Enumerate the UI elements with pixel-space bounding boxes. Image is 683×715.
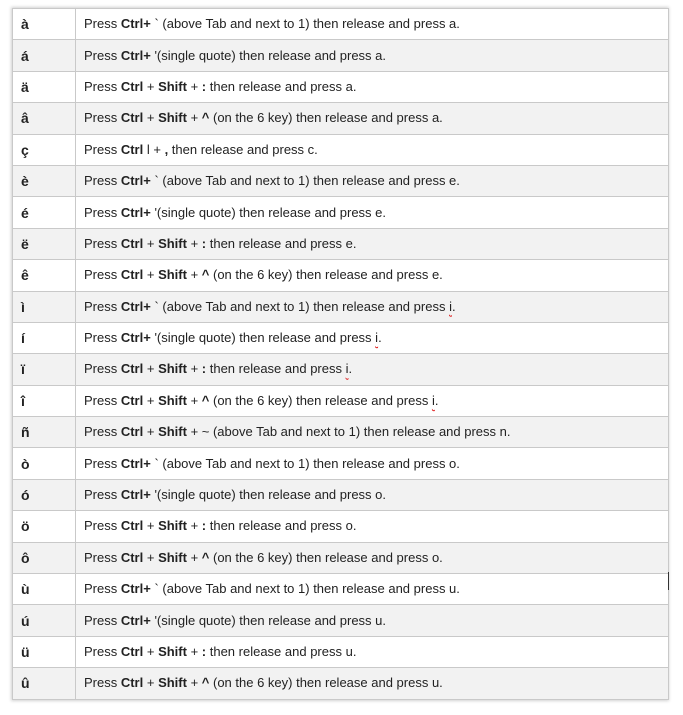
shortcut-instruction-cell[interactable] bbox=[76, 322, 669, 353]
table-row bbox=[13, 542, 669, 573]
accent-character-cell[interactable]: ó bbox=[13, 479, 76, 510]
instruction-text: + bbox=[143, 267, 159, 283]
key-name: Ctrl bbox=[120, 110, 144, 126]
key-name: Ctrl bbox=[120, 518, 144, 534]
shortcut-instruction-cell[interactable] bbox=[76, 354, 669, 385]
table-row bbox=[13, 385, 669, 416]
key-name: ^ bbox=[201, 675, 210, 691]
key-name: Ctrl bbox=[120, 235, 144, 251]
table-row bbox=[13, 71, 669, 102]
key-name: Ctrl bbox=[120, 267, 144, 283]
key-name: Ctrl bbox=[120, 78, 144, 94]
key-name: : bbox=[201, 361, 207, 377]
table-row bbox=[13, 511, 669, 542]
accent-character-cell[interactable]: é bbox=[13, 197, 76, 228]
accent-character-cell[interactable]: ï bbox=[13, 354, 76, 385]
accent-character-cell[interactable]: ì bbox=[13, 291, 76, 322]
key-name: Ctrl+ bbox=[120, 487, 151, 503]
instruction-text: (on the 6 key) then release and press o. bbox=[209, 549, 443, 565]
instruction-text: Press bbox=[84, 47, 121, 63]
key-name: Ctrl bbox=[120, 549, 144, 565]
accent-character-cell[interactable]: è bbox=[13, 165, 76, 196]
accent-character-cell[interactable]: ç bbox=[13, 134, 76, 165]
table-row bbox=[13, 574, 669, 605]
accent-character-cell[interactable]: ü bbox=[13, 636, 76, 667]
shortcut-instruction-cell[interactable] bbox=[76, 40, 669, 71]
instruction-text: Press bbox=[84, 141, 121, 157]
shortcut-instruction-cell[interactable] bbox=[76, 9, 669, 40]
accent-character-cell[interactable]: á bbox=[13, 40, 76, 71]
shortcut-instruction-cell[interactable] bbox=[76, 542, 669, 573]
key-name: Shift bbox=[158, 675, 187, 691]
table-row bbox=[13, 197, 669, 228]
instruction-text: '(single quote) then release and press o. bbox=[150, 487, 387, 503]
instruction-text: + bbox=[143, 518, 159, 534]
instruction-text: + bbox=[143, 110, 159, 126]
instruction-text: + bbox=[186, 361, 202, 377]
instruction-text: '(single quote) then release and press bbox=[150, 330, 376, 346]
key-name: Shift bbox=[158, 644, 187, 659]
table-row bbox=[13, 291, 669, 322]
key-name: Ctrl bbox=[120, 675, 144, 691]
key-name: Ctrl+ bbox=[120, 455, 151, 471]
key-name: Ctrl+ bbox=[120, 298, 151, 314]
table-row bbox=[13, 40, 669, 71]
instruction-text: + bbox=[143, 644, 159, 659]
instruction-text: Press bbox=[84, 644, 121, 659]
instruction-text: + bbox=[186, 267, 202, 283]
key-name: ^ bbox=[201, 392, 210, 408]
instruction-text: + bbox=[186, 235, 202, 251]
instruction-text: + bbox=[186, 110, 202, 126]
shortcut-instruction-cell[interactable] bbox=[76, 260, 669, 291]
instruction-text: Press bbox=[84, 675, 121, 691]
accent-character-cell[interactable]: à bbox=[13, 9, 76, 40]
shortcut-instruction-cell[interactable] bbox=[76, 71, 669, 102]
table-row bbox=[13, 9, 669, 40]
instruction-text: then release and press u. bbox=[206, 644, 357, 659]
instruction-text: ` (above Tab and next to 1) then release and press a. bbox=[150, 16, 460, 32]
instruction-text: then release and press o. bbox=[206, 518, 357, 534]
instruction-text: (on the 6 key) then release and press e. bbox=[209, 267, 443, 283]
instruction-text: + bbox=[143, 235, 159, 251]
key-name: Shift bbox=[158, 361, 187, 377]
instruction-text: Press bbox=[84, 173, 121, 189]
table-row bbox=[13, 228, 669, 259]
instruction-text: + bbox=[143, 549, 159, 565]
instruction-text: Press bbox=[84, 78, 121, 94]
shortcut-instruction-cell[interactable] bbox=[76, 165, 669, 196]
table-row bbox=[13, 479, 669, 510]
instruction-text: Press bbox=[84, 455, 121, 471]
key-name: Ctrl+ bbox=[120, 612, 151, 628]
instruction-text: Press bbox=[84, 518, 121, 534]
key-name: Ctrl+ bbox=[120, 330, 151, 346]
instruction-text: + ~ (above Tab and next to 1) then release and press n. bbox=[186, 424, 511, 440]
key-name: Shift bbox=[158, 78, 187, 94]
accent-character-cell[interactable]: ö bbox=[13, 511, 76, 542]
key-name: Shift bbox=[158, 110, 187, 126]
accent-character-cell[interactable]: ù bbox=[13, 574, 76, 605]
shortcut-instruction-cell[interactable] bbox=[76, 636, 669, 667]
shortcut-instruction-cell[interactable] bbox=[76, 197, 669, 228]
shortcut-instruction-cell[interactable] bbox=[76, 417, 669, 448]
instruction-text: Press bbox=[84, 487, 121, 503]
misspelled-word: i bbox=[345, 361, 349, 377]
accent-character-cell[interactable]: î bbox=[13, 385, 76, 416]
instruction-text: . bbox=[434, 392, 439, 408]
key-name: Ctrl+ bbox=[120, 173, 151, 189]
instruction-text: Press bbox=[84, 235, 121, 251]
key-name: Shift bbox=[158, 424, 187, 440]
instruction-text: + bbox=[143, 361, 159, 377]
instruction-text: then release and press e. bbox=[206, 235, 357, 251]
instruction-text: + bbox=[186, 78, 202, 94]
shortcut-instruction-cell[interactable] bbox=[76, 134, 669, 165]
key-name: Ctrl+ bbox=[120, 16, 151, 32]
key-name: Ctrl+ bbox=[120, 204, 151, 220]
key-name: Shift bbox=[158, 549, 187, 565]
instruction-text: Press bbox=[84, 424, 121, 440]
shortcut-instruction-cell[interactable] bbox=[76, 448, 669, 479]
key-name: Ctrl bbox=[120, 361, 144, 377]
instruction-text: ` (above Tab and next to 1) then release and press o. bbox=[150, 455, 460, 471]
accent-character-cell[interactable]: ë bbox=[13, 228, 76, 259]
instruction-text: l + bbox=[143, 141, 165, 157]
text-cursor bbox=[668, 572, 669, 590]
misspelled-word: i bbox=[449, 298, 452, 314]
instruction-text: '(single quote) then release and press u. bbox=[150, 612, 387, 628]
instruction-text: + bbox=[143, 424, 159, 440]
instruction-text: . bbox=[348, 361, 353, 377]
shortcut-instruction-cell[interactable] bbox=[76, 511, 669, 542]
table-row bbox=[13, 417, 669, 448]
accent-character-cell[interactable]: ê bbox=[13, 260, 76, 291]
instruction-text: Press bbox=[84, 361, 121, 377]
key-name: Shift bbox=[158, 235, 187, 251]
instruction-text: (on the 6 key) then release and press a. bbox=[209, 110, 443, 126]
instruction-text: '(single quote) then release and press e. bbox=[150, 204, 387, 220]
table-row bbox=[13, 103, 669, 134]
instruction-text: Press bbox=[84, 549, 121, 565]
instruction-text: Press bbox=[84, 298, 121, 314]
instruction-text: . bbox=[378, 330, 382, 346]
instruction-text: + bbox=[186, 549, 202, 565]
shortcut-instruction-cell[interactable] bbox=[76, 605, 669, 636]
table-row bbox=[13, 134, 669, 165]
instruction-text: ` (above Tab and next to 1) then release and press u. bbox=[150, 581, 460, 597]
instruction-text: then release and press c. bbox=[168, 141, 318, 157]
instruction-text: Press bbox=[84, 392, 121, 408]
accent-character-cell[interactable]: í bbox=[13, 322, 76, 353]
instruction-text: + bbox=[143, 392, 159, 408]
key-name: : bbox=[201, 644, 207, 659]
table-row bbox=[13, 668, 669, 699]
shortcut-instruction-cell[interactable] bbox=[76, 574, 669, 605]
instruction-text: Press bbox=[84, 330, 121, 346]
key-name: Ctrl+ bbox=[120, 581, 151, 597]
key-name: : bbox=[201, 235, 207, 251]
key-name: , bbox=[164, 141, 169, 157]
key-name: Shift bbox=[158, 267, 187, 283]
document-page bbox=[12, 8, 668, 700]
key-name: ^ bbox=[201, 110, 210, 126]
shortcut-instruction-cell[interactable] bbox=[76, 479, 669, 510]
accent-character-cell[interactable]: ú bbox=[13, 605, 76, 636]
shortcut-instruction-cell[interactable] bbox=[76, 291, 669, 322]
table-row bbox=[13, 448, 669, 479]
instruction-text: + bbox=[186, 392, 202, 408]
table-row bbox=[13, 260, 669, 291]
instruction-text: (on the 6 key) then release and press u. bbox=[209, 675, 443, 691]
instruction-text: . bbox=[451, 298, 456, 314]
table-row bbox=[13, 605, 669, 636]
shortcut-instruction-cell[interactable] bbox=[76, 385, 669, 416]
table-row bbox=[13, 322, 669, 353]
key-name: Ctrl bbox=[120, 424, 144, 440]
key-name: Ctrl bbox=[120, 392, 144, 408]
instruction-text: Press bbox=[84, 204, 121, 220]
accent-shortcut-table bbox=[12, 8, 669, 700]
key-name: Shift bbox=[158, 392, 187, 408]
table-row bbox=[13, 354, 669, 385]
accent-character-cell[interactable]: ò bbox=[13, 448, 76, 479]
key-name: Ctrl bbox=[120, 141, 144, 157]
instruction-text: then release and press bbox=[206, 361, 346, 377]
key-name: Ctrl+ bbox=[120, 47, 151, 63]
instruction-text: Press bbox=[84, 16, 121, 32]
accent-character-cell[interactable]: ô bbox=[13, 542, 76, 573]
key-name: ^ bbox=[201, 549, 210, 565]
instruction-text: + bbox=[186, 644, 202, 659]
instruction-text: Press bbox=[84, 581, 121, 597]
instruction-text: '(single quote) then release and press a. bbox=[150, 47, 387, 63]
table-row bbox=[13, 636, 669, 667]
accent-character-cell[interactable]: ñ bbox=[13, 417, 76, 448]
accent-character-cell[interactable]: û bbox=[13, 668, 76, 699]
key-name: Shift bbox=[158, 518, 187, 534]
shortcut-instruction-cell[interactable] bbox=[76, 228, 669, 259]
key-name: ^ bbox=[201, 267, 210, 283]
instruction-text: + bbox=[186, 675, 202, 691]
instruction-text: + bbox=[186, 518, 202, 534]
accent-character-cell[interactable]: â bbox=[13, 103, 76, 134]
instruction-text: ` (above Tab and next to 1) then release and press bbox=[150, 298, 450, 314]
instruction-text: Press bbox=[84, 110, 121, 126]
instruction-text: ` (above Tab and next to 1) then release and press e. bbox=[150, 173, 460, 189]
instruction-text: Press bbox=[84, 267, 121, 283]
key-name: : bbox=[201, 518, 207, 534]
shortcut-instruction-cell[interactable] bbox=[76, 103, 669, 134]
accent-character-cell[interactable]: ä bbox=[13, 71, 76, 102]
misspelled-word: i bbox=[375, 330, 379, 346]
misspelled-word: i bbox=[431, 392, 435, 408]
table-row bbox=[13, 165, 669, 196]
instruction-text: then release and press a. bbox=[206, 78, 357, 94]
shortcut-instruction-cell[interactable] bbox=[76, 668, 669, 699]
key-name: Ctrl bbox=[120, 644, 144, 659]
instruction-text: + bbox=[143, 675, 159, 691]
table-body bbox=[13, 9, 669, 700]
instruction-text: (on the 6 key) then release and press bbox=[209, 392, 432, 408]
instruction-text: Press bbox=[84, 612, 121, 628]
key-name: : bbox=[201, 78, 207, 94]
instruction-text: + bbox=[143, 78, 159, 94]
